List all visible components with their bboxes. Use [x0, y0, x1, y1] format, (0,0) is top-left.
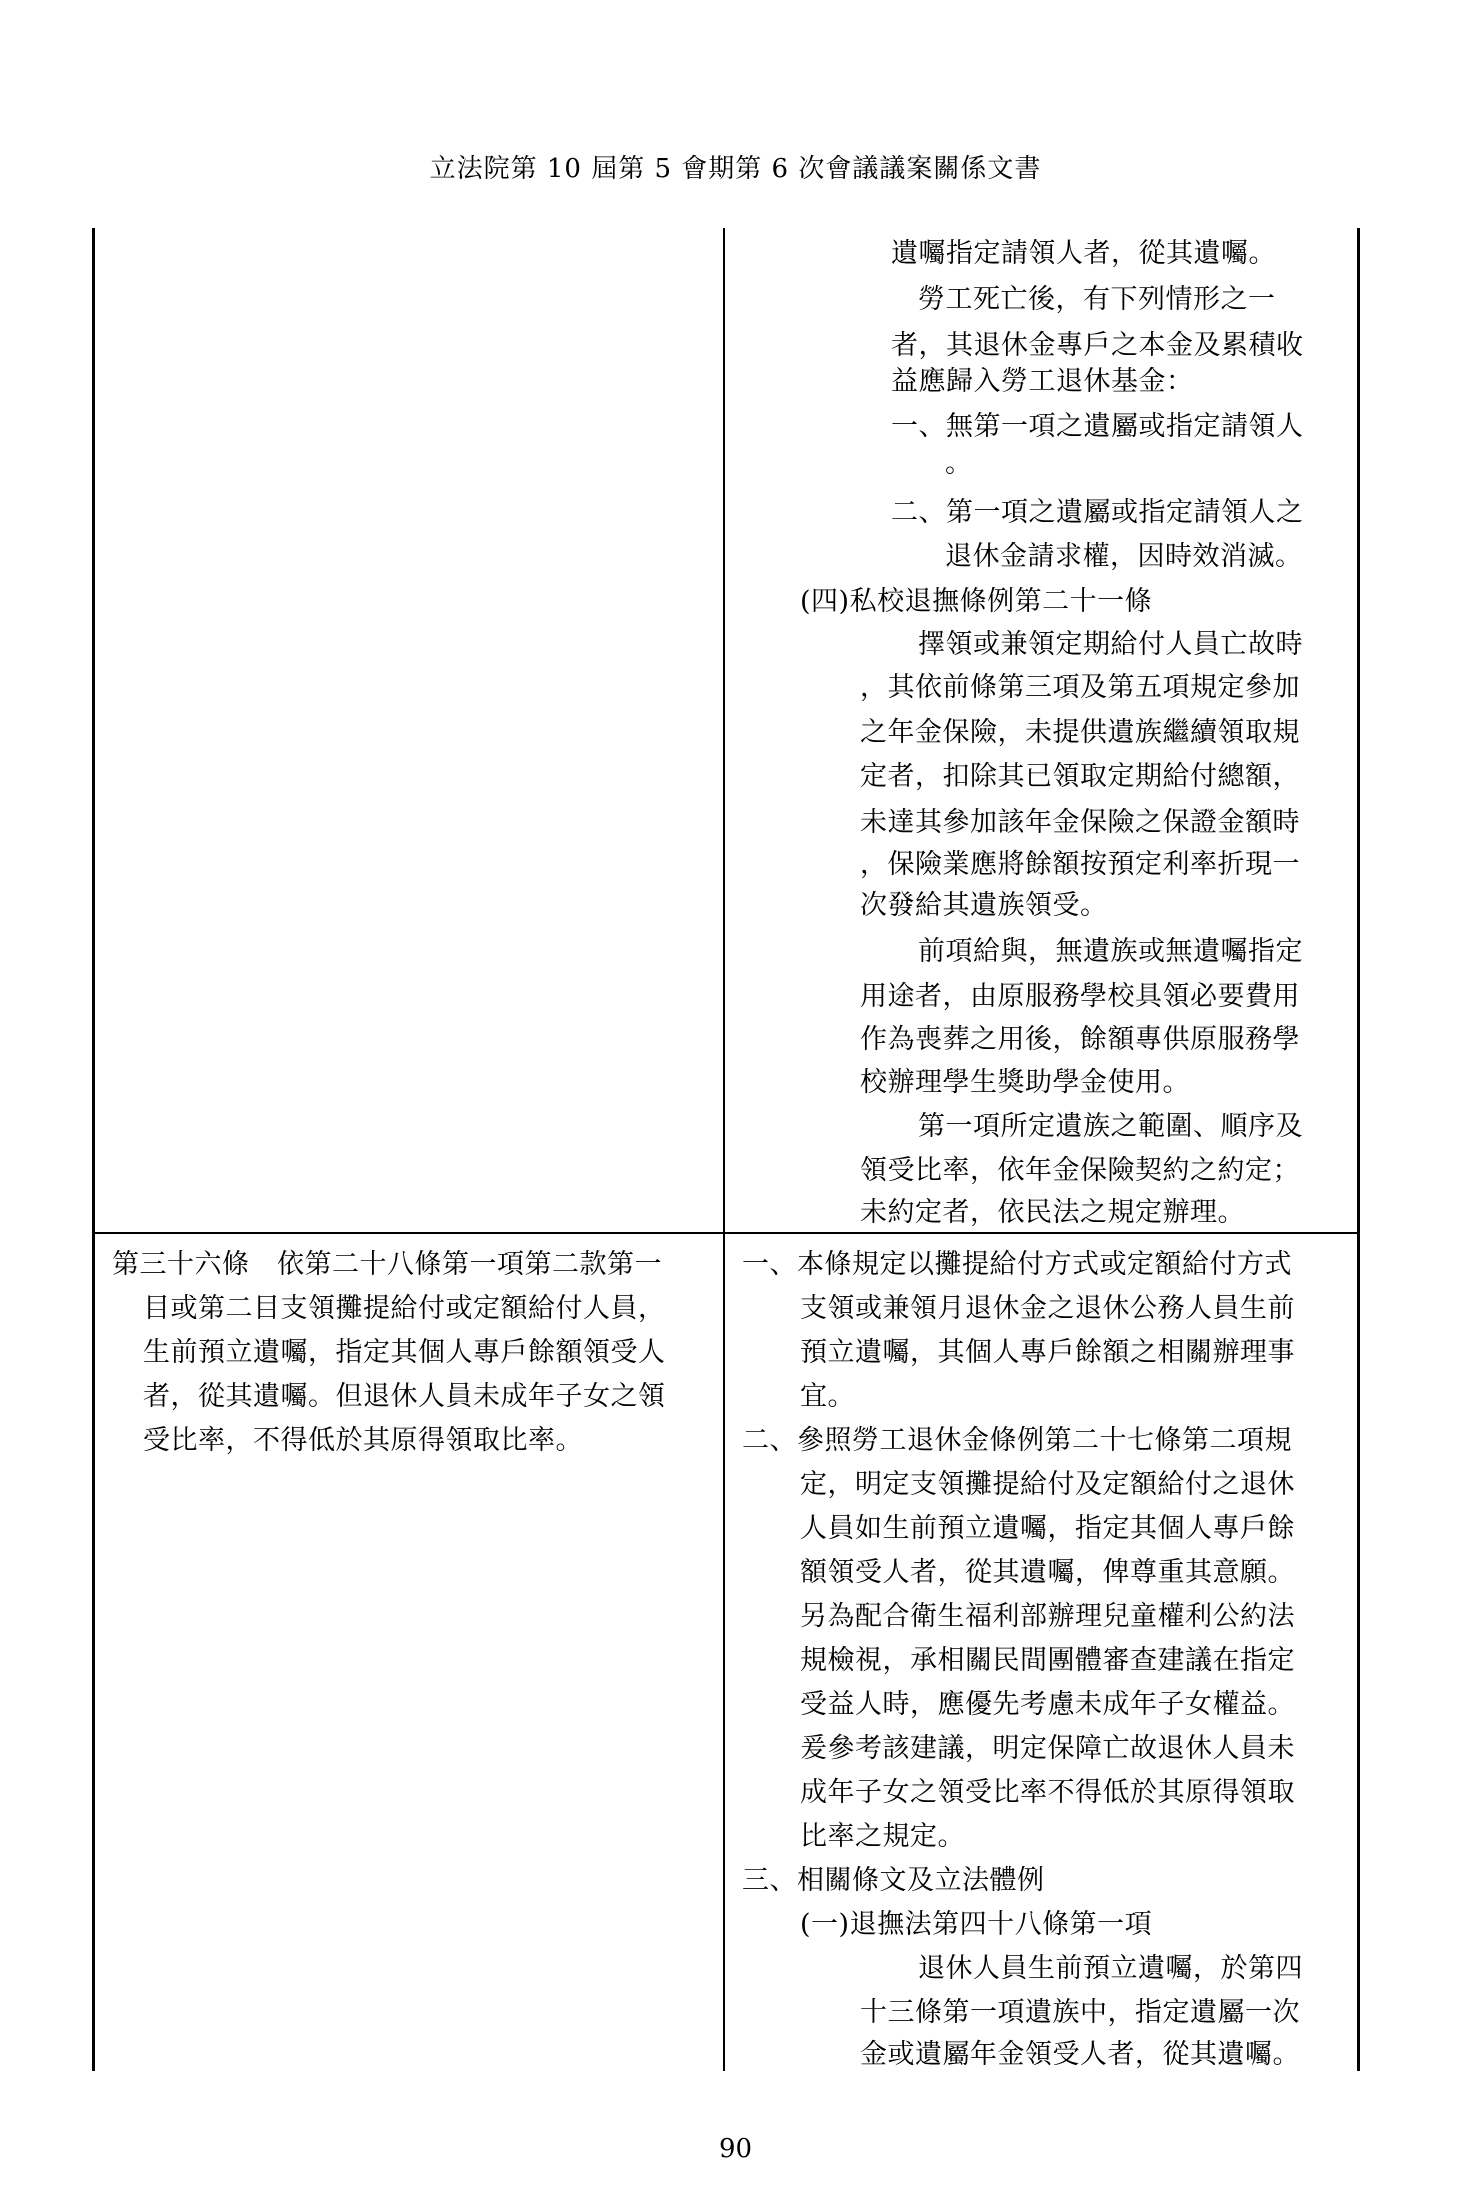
text-line: ，保險業應將餘額按預定利率折現一 — [860, 849, 1300, 880]
table-right-border — [1357, 228, 1360, 2071]
text-line: 預立遺囑，其個人專戶餘額之相關辦理事 — [800, 1337, 1295, 1368]
text-line: 之年金保險，未提供遺族繼續領取規 — [860, 717, 1300, 748]
text-line: 目或第二目支領攤提給付或定額給付人員， — [143, 1293, 666, 1324]
text-line: (一)退撫法第四十八條第一項 — [800, 1909, 1153, 1940]
text-line: 校辦理學生獎助學金使用。 — [860, 1067, 1190, 1098]
text-line: 十三條第一項遺族中，指定遺屬一次 — [860, 1997, 1300, 2028]
text-line: 定者，扣除其已領取定期給付總額， — [860, 761, 1300, 792]
text-line: 爰參考該建議，明定保障亡故退休人員未 — [800, 1733, 1295, 1764]
row-separator — [92, 1232, 1360, 1234]
text-line: 一、無第一項之遺屬或指定請領人 — [891, 411, 1304, 442]
page-number: 90 — [718, 2134, 753, 2164]
text-line: 規檢視，承相關民間團體審查建議在指定 — [800, 1645, 1295, 1676]
text-line: 次發給其遺族領受。 — [860, 890, 1108, 921]
text-line: 二、第一項之遺屬或指定請領人之 — [891, 497, 1304, 528]
text-line: 用途者，由原服務學校具領必要費用 — [860, 981, 1300, 1012]
text-line: 擇領或兼領定期給付人員亡故時 — [918, 629, 1303, 660]
text-line: 二、參照勞工退休金條例第二十七條第二項規 — [742, 1425, 1292, 1456]
text-line: 金或遺屬年金領受人者，從其遺囑。 — [860, 2039, 1300, 2070]
table-left-border — [92, 228, 95, 2071]
text-line: 一、本條規定以攤提給付方式或定額給付方式 — [742, 1249, 1292, 1280]
text-line: 第一項所定遺族之範圍、順序及 — [918, 1111, 1303, 1142]
text-line: 比率之規定。 — [800, 1821, 965, 1852]
text-line: 前項給與，無遺族或無遺囑指定 — [918, 936, 1303, 967]
text-line: 遺囑指定請領人者，從其遺囑。 — [891, 238, 1276, 269]
text-line: 退休金請求權，因時效消滅。 — [945, 541, 1303, 572]
text-line: 支領或兼領月退休金之退休公務人員生前 — [800, 1293, 1295, 1324]
text-line: 受益人時，應優先考慮未成年子女權益。 — [800, 1689, 1295, 1720]
text-line: 者，其退休金專戶之本金及累積收 — [891, 330, 1304, 361]
text-line: 勞工死亡後，有下列情形之一 — [918, 284, 1276, 315]
text-line: (四)私校退撫條例第二十一條 — [800, 586, 1153, 617]
text-line: ，其依前條第三項及第五項規定參加 — [860, 672, 1300, 703]
text-line: 另為配合衛生福利部辦理兒童權利公約法 — [800, 1601, 1295, 1632]
text-line: 生前預立遺囑，指定其個人專戶餘額領受人 — [143, 1337, 666, 1368]
text-line: 者，從其遺囑。但退休人員未成年子女之領 — [143, 1381, 666, 1412]
text-line: 作為喪葬之用後，餘額專供原服務學 — [860, 1024, 1300, 1055]
text-line: 人員如生前預立遺囑，指定其個人專戶餘 — [800, 1513, 1295, 1544]
text-line: 宜。 — [800, 1381, 855, 1412]
table-middle-divider — [723, 228, 725, 2071]
text-line: 受比率，不得低於其原得領取比率。 — [143, 1425, 583, 1456]
text-line: 領受比率，依年金保險契約之約定； — [860, 1155, 1300, 1186]
text-line: 退休人員生前預立遺囑，於第四 — [918, 1953, 1303, 1984]
text-line: 三、相關條文及立法體例 — [742, 1865, 1045, 1896]
text-line: 成年子女之領受比率不得低於其原得領取 — [800, 1777, 1295, 1808]
text-line: 益應歸入勞工退休基金： — [891, 366, 1194, 397]
text-line: 未達其參加該年金保險之保證金額時 — [860, 807, 1300, 838]
text-line: 第三十六條 依第二十八條第一項第二款第一 — [112, 1249, 662, 1280]
text-line: 未約定者，依民法之規定辦理。 — [860, 1197, 1245, 1228]
text-line: 。 — [945, 448, 973, 479]
document-header: 立法院第 10 屆第 5 會期第 6 次會議議案關係文書 — [429, 154, 1042, 184]
text-line: 額領受人者，從其遺囑，俾尊重其意願。 — [800, 1557, 1295, 1588]
text-line: 定，明定支領攤提給付及定額給付之退休 — [800, 1469, 1295, 1500]
